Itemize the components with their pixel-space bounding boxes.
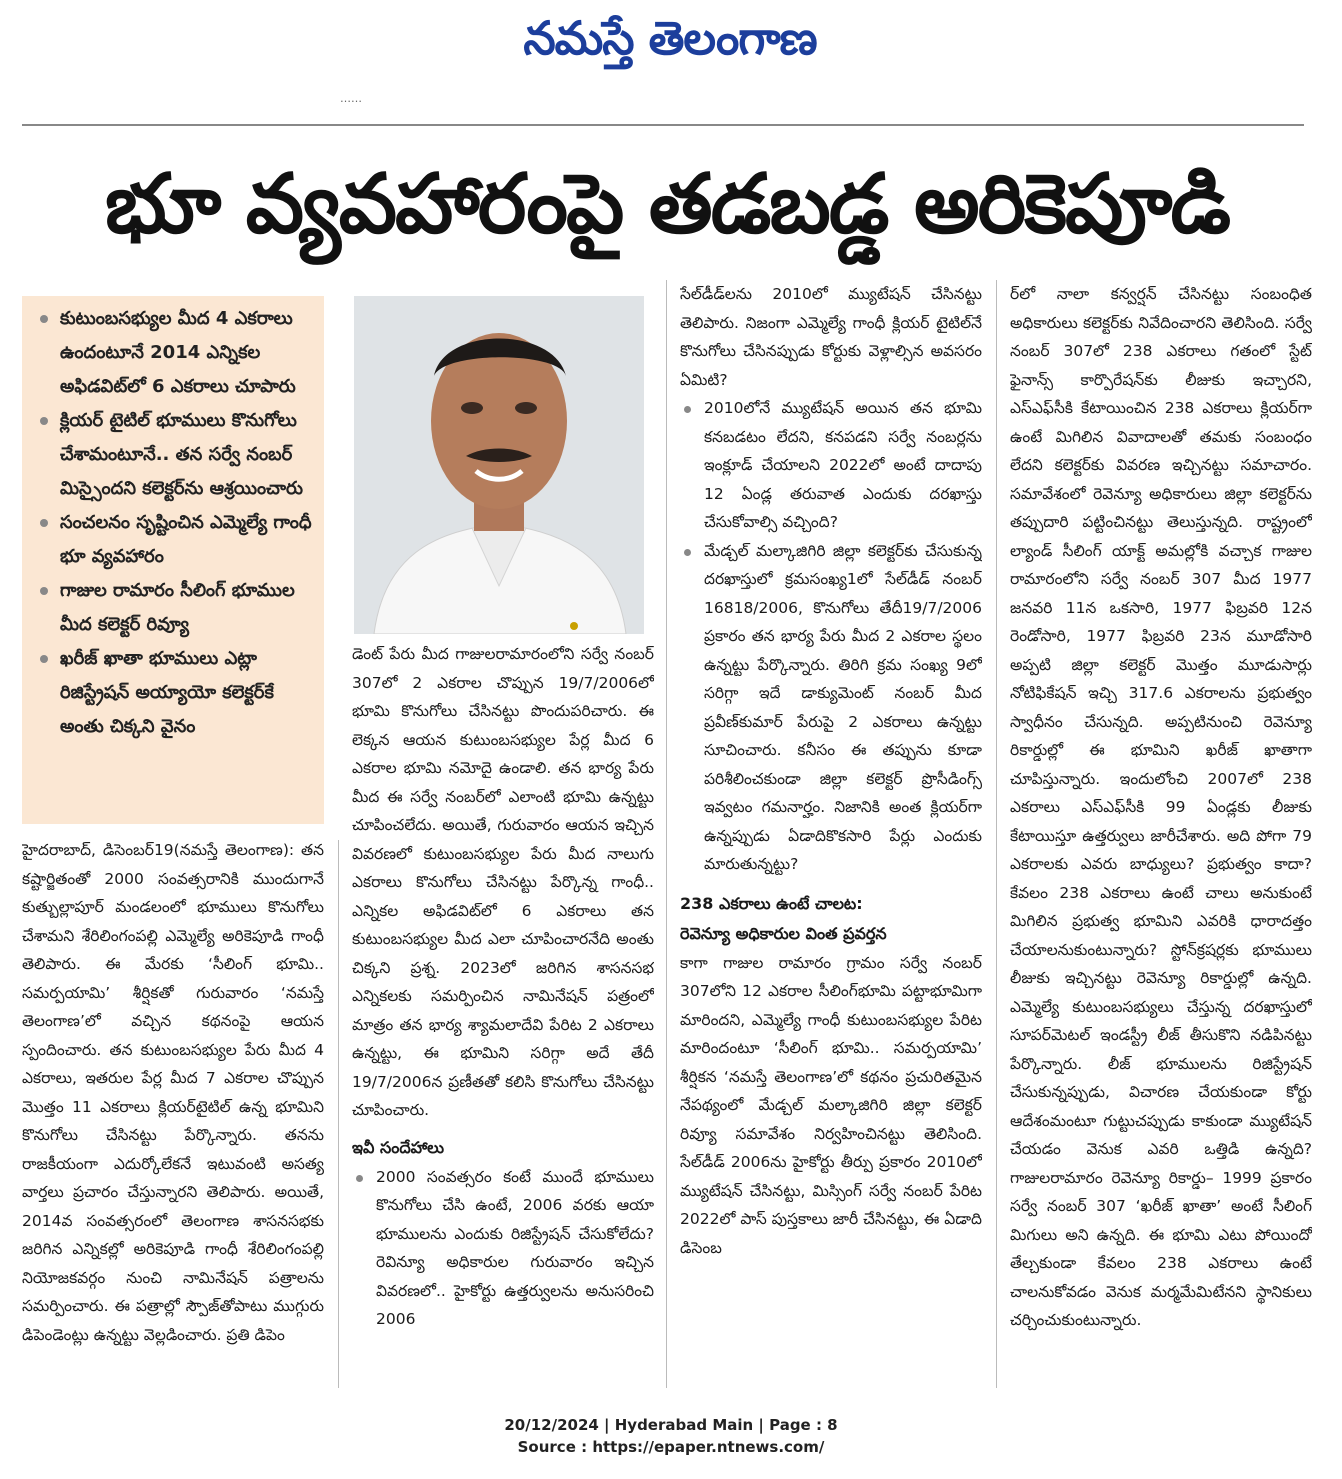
article-paragraph: సేల్‌డీడ్‌లను 2010లో మ్యుటేషన్ చేసినట్టు తెలిపారు. నిజంగా ఎమ్మెల్యే గాంధీ క్లియర్ టైటిల్‌నే కొనుగోలు చేసినప్పుడు కోర్టుకు వెళ్లాల్సిన అవసరం ఏమిటి? bbox=[680, 285, 982, 389]
subheading: ఇవీ సందేహాలు bbox=[352, 1137, 445, 1157]
masthead bbox=[0, 0, 1342, 100]
article-column-4 bbox=[1010, 280, 1312, 1396]
article-paragraph: డెంట్ పేరు మీద గాజులరామారంలోని సర్వే నంబర్ 307లో 2 ఎకరాల చొప్పున 19/7/2006లో భూమి కొనుగోలు చేసినట్టు పొందుపరిచారు. ఈ లెక్కన ఆయన కుటుంబసభ్యుల పేర్ల మీద 6 ఎకరాల భూమి నమోదై ఉండాలి. తన భార్య పేరు మీద ఈ సర్వే నంబర్‌లో ఎలాంటి భూమి ఉన్నట్టు చూపించలేదు. అయితే, గురువారం ఆయన ఇచ్చిన వివరణలో కుటుంబసభ్యుల పేరు మీద నాలుగు ఎకరాలు కొనుగోలు చేసినట్టు పేర్కొన్న గాంధీ.. ఎన్నికల అఫిడవిట్‌లో 6 ఎకరాలు తన కుటుంబసభ్యుల మీద ఎలా చూపించారనేది అంతు చిక్కని ప్రశ్న. 2023లో జరిగిన శాసనసభ ఎన్నికలకు సమర్పించిన నామినేషన్ పత్రంలో మాత్రం తన భార్య శ్యామలాదేవి పేరిట 2 ఎకరాలు ఉన్నట్టు, ఈ భూమిని సరిగ్గా అదే తేదీ 19/7/2006న ప్రణీతతో కలిసి కొనుగోలు చేసినట్టు చూపించారు. bbox=[352, 645, 654, 1119]
masthead-strip: …… bbox=[340, 92, 362, 105]
subheading: రెవెన్యూ అధికారుల వింత ప్రవర్తన bbox=[680, 923, 887, 943]
bullet-icon bbox=[40, 417, 48, 425]
highlight-item: క్లియర్ టైటిల్ భూములు కొనుగోలు చేశామంటూనే.. తన సర్వే నంబర్ మిస్సైందని కలెక్టర్‌ను ఆశ్రయించారు bbox=[36, 404, 318, 506]
bullet-icon bbox=[40, 519, 48, 527]
header-rule bbox=[22, 124, 1304, 126]
edition-info: 20/12/2024 | Hyderabad Main | Page : 8 bbox=[504, 1416, 838, 1434]
bullet-icon bbox=[40, 587, 48, 595]
highlight-item: ఖరీజ్ ఖాతా భూములు ఎట్లా రిజిస్ట్రేషన్ అయ్యాయో కలెక్టర్‌కే అంతు చిక్కని వైనం bbox=[36, 642, 318, 744]
question-bullet: 2010లోనే మ్యుటేషన్ అయిన తన భూమి కనబడటం లేదని, కనపడని సర్వే నంబర్లను ఇంక్లూడ్ చేయాలని 2022లో అంటే దాదాపు 12 ఏండ్ల తరువాత ఎందుకు దరఖాస్తు చేసుకోవాల్సి వచ్చింది? bbox=[680, 394, 982, 537]
question-bullet: 2000 సంవత్సరం కంటే ముందే భూములు కొనుగోలు చేసి ఉంటే, 2006 వరకు ఆయా భూములను ఎందుకు రిజిస్ట్రేషన్ చేసుకోలేదు? రెవిన్యూ అధికారుల గురువారం ఇచ్చిన వివరణలో.. హైకోర్టు ఉత్తర్వులను అనుసరించి 2006 bbox=[352, 1163, 654, 1334]
highlight-item: కుటుంబసభ్యుల మీద 4 ఎకరాలు ఉందంటూనే 2014 ఎన్నికల అఫిడవిట్‌లో 6 ఎకరాలు చూపారు bbox=[36, 302, 318, 404]
headline: భూ వ్యవహారంపై తడబడ్డ అరికెపూడి bbox=[104, 157, 1230, 252]
article-column-1 bbox=[22, 836, 324, 1396]
column-divider bbox=[996, 280, 997, 1388]
subheading: 238 ఎకరాలు ఉంటే చాలట: bbox=[680, 893, 863, 913]
highlight-item: సంచలనం సృష్టించిన ఎమ్మెల్యే గాంధీ భూ వ్యవహారం bbox=[36, 506, 318, 574]
article-paragraph: హైదరాబాద్, డిసెంబర్19(నమస్తే తెలంగాణ): తన కష్టార్జితంతో 2000 సంవత్సరానికి ముందుగానే కుత్బుల్లాపూర్ మండలంలో భూములు కొనుగోలు చేశామని శేరిలింగంపల్లి ఎమ్మెల్యే అరికెపూడి గాంధీ తెలిపారు. ఈ మేరకు ‘సీలింగ్ భూమి.. సమర్పయామి’ శీర్షికతో గురువారం ‘నమస్తే తెలంగాణ’లో వచ్చిన కథనంపై ఆయన స్పందించారు. తన కుటుంబసభ్యుల పేరు మీద 4 ఎకరాలు, ఇతరుల పేర్ల మీద 7 ఎకరాల చొప్పున మొత్తం 11 ఎకరాలు క్లియర్‌టైటిల్ ఉన్న భూమిని కొనుగోలు చేసినట్టు పేర్కొన్నారు. తనను రాజకీయంగా ఎదుర్కోలేకనే ఇటువంటి అసత్య వార్తలు ప్రచారం చేస్తున్నారని తెలిపారు. అయితే, 2014వ సంవత్సరంలో తెలంగాణ శాసనసభకు జరిగిన ఎన్నికల్లో అరికెపూడి గాంధీ శేరిలింగంపల్లి నియోజకవర్గం నుంచి నామినేషన్ పత్రాలను సమర్పించారు. ఈ పత్రాల్లో స్పౌజ్‌తోపాటు ముగ్గురు డిపెండెంట్లు ఉన్నట్టు వెల్లడించారు. ప్రతి డిపెం bbox=[22, 841, 324, 1344]
portrait-illustration bbox=[354, 296, 644, 634]
article-column-3 bbox=[680, 280, 982, 1396]
bullet-icon bbox=[684, 406, 691, 413]
question-bullet: మేడ్చల్ మల్కాజిగిరి జిల్లా కలెక్టర్‌కు చేసుకున్న దరఖాస్తులో క్రమసంఖ్య1లో సేల్‌డీడ్ నంబర్ 16818/2006, కొనుగోలు తేదీ19/7/2006 ప్రకారం తన భార్య పేరు మీద 2 ఎకరాల స్థలం ఉన్నట్టు పేర్కొన్నారు. తిరిగి క్రమ సంఖ్య 9లో సరిగ్గా ఇదే డాక్యుమెంట్ నంబర్ మీద ప్రవీణ్‌కుమార్ పేరుపై 2 ఎకరాలు ఉన్నట్టు సూచించారు. కనీసం ఈ తప్పును కూడా పరిశీలించకుండా జిల్లా కలెక్టర్ ప్రొసీడింగ్స్ ఇవ్వటం గమనార్హం. నిజానికి అంత క్లియర్‌గా ఉన్నప్పుడు ఏడాదికొకసారి పేర్లు ఎందుకు మారుతున్నట్టు? bbox=[680, 537, 982, 879]
bullet-icon bbox=[40, 315, 48, 323]
highlight-item: గాజుల రామారం సీలింగ్ భూముల మీద కలెక్టర్ రివ్యూ bbox=[36, 574, 318, 642]
source-link[interactable]: Source : https://epaper.ntnews.com/ bbox=[517, 1438, 825, 1456]
bullet-icon bbox=[356, 1175, 363, 1182]
article-paragraph: ర్‌లో నాలా కన్వర్షన్ చేసినట్టు సంబంధిత అధికారులు కలెక్టర్‌కు నివేదించారని తెలిసింది. సర్వే నంబర్ 307లో 238 ఎకరాలు గతంలో స్టేట్ ఫైనాన్స్ కార్పొరేషన్‌కు లీజుకు ఇచ్చారని, ఎస్‌ఎఫ్‌సీకి కేటాయించిన 238 ఎకరాలు క్లియర్‌గా ఉంటే మిగిలిన వివాదాలతో తమకు సంబంధం లేదని కలెక్టర్‌కు వివరణ ఇచ్చినట్టు సమాచారం. సమావేశంలో రెవెన్యూ అధికారులు జిల్లా కలెక్టర్‌ను తప్పుదారి పట్టించినట్టు తెలుస్తున్నది. రాష్ట్రంలో ల్యాండ్ సీలింగ్ యాక్ట్ అమల్లోకి వచ్చాక గాజుల రామారంలోని సర్వే నంబర్ 307 మీద 1977 జనవరి 11న ఒకసారి, 1977 ఫిబ్రవరి 12న రెండోసారి, 1977 ఫిబ్రవరి 23న మూడోసారి అప్పటి జిల్లా కలెక్టర్ మొత్తం మూడుసార్లు నోటిఫికేషన్ ఇచ్చి 317.6 ఎకరాలను ప్రభుత్వం స్వాధీనం చేసున్నది. అప్పటినుంచి రెవెన్యూ రికార్డుల్లో ఈ భూమిని ఖరీజ్ ఖాతాగా చూపిస్తున్నారు. ఇందులోంచి 2007లో 238 ఎకరాలు ఎస్‌ఎఫ్‌సీకి 99 ఏండ్లకు లీజుకు కేటాయిస్తూ ఉత్తర్వులు జారీచేశారు. అది పోగా 79 ఎకరాలకు ఎవరు బాధ్యులు? ప్రభుత్వం కాదా? కేవలం 238 ఎకరాలు ఉంటే చాలు అనుకుంటే మిగిలిన ప్రభుత్వ భూమిని ఎవరికి ధారాదత్తం చేయాలనుకుంటున్నారు? స్టోన్‌క్రషర్లకు భూములు లీజుకు ఇచ్చినట్టు రెవెన్యూ రికార్డుల్లో ఉన్నది. ఎమ్మెల్యే కుటుంబసభ్యులు చేస్తున్న దరఖాస్తులో సూపర్‌మెటల్ ఇండస్ట్రీ లీజ్ తీసుకొని నడిపినట్టు పేర్కొన్నారు. లీజ్ భూములను రిజిస్ట్రేషన్ చేసుకున్నప్పుడు, విచారణ చేయకుండా కోర్టు ఆదేశంమంటూ గుట్టుచప్పుడు కాకుండా మ్యుటేషన్ చేయడం వెనుక ఎవరి ఒత్తిడి ఉన్నది? గాజులరామారం రెవెన్యూ రికార్డు– 1999 ప్రకారం సర్వే నంబర్ 307 ‘ఖరీజ్ ఖాతా’ అంటే సీలింగ్ మిగులు అని ఉన్నది. ఈ భూమి ఎటు పోయిందో తేల్చకుండా కేవలం 238 ఎకరాలు ఉంటే చాలనుకోవడం వెనుక మర్మమేమిటేనని స్థానికులు చర్చించుకుంటున్నారు. bbox=[1010, 285, 1312, 1329]
article-column-2 bbox=[352, 640, 654, 1396]
mla-portrait-photo bbox=[354, 296, 644, 634]
page-footer bbox=[0, 1414, 1342, 1458]
bullet-icon bbox=[40, 655, 48, 663]
article-paragraph: కాగా గాజుల రామారం గ్రామం సర్వే నంబర్ 307లోని 12 ఎకరాల సీలింగ్‌భూమి పట్టాభూమిగా మారిందని, ఎమ్మెల్యే గాంధీ కుటుంబసభ్యుల పేరిట మారిందంటూ ‘సీలింగ్ భూమి.. సమర్పయామి’ శీర్షికన ‘నమస్తే తెలంగాణ’లో కథనం ప్రచురితమైన నేపథ్యంలో మేడ్చల్ మల్కాజిగిరి జిల్లా కలెక్టర్ రివ్యూ సమావేశం నిర్వహించినట్టు తెలిసింది. సేల్‌డీడ్ 2006ను హైకోర్టు తీర్పు ప్రకారం 2010లో మ్యుటేషన్ చేసినట్టు, మిస్సింగ్ సర్వే నంబర్ పేరిట 2022లో పాస్ పుస్తకాలు జారీ చేసినట్టు, ఈ ఏడాది డిసెంబ bbox=[680, 953, 982, 1257]
highlights-box bbox=[22, 296, 324, 824]
newspaper-logo: నమస్తే తెలంగాణ bbox=[523, 11, 817, 65]
column-divider bbox=[666, 280, 667, 1388]
bullet-icon bbox=[684, 549, 691, 556]
column-divider bbox=[338, 840, 339, 1388]
